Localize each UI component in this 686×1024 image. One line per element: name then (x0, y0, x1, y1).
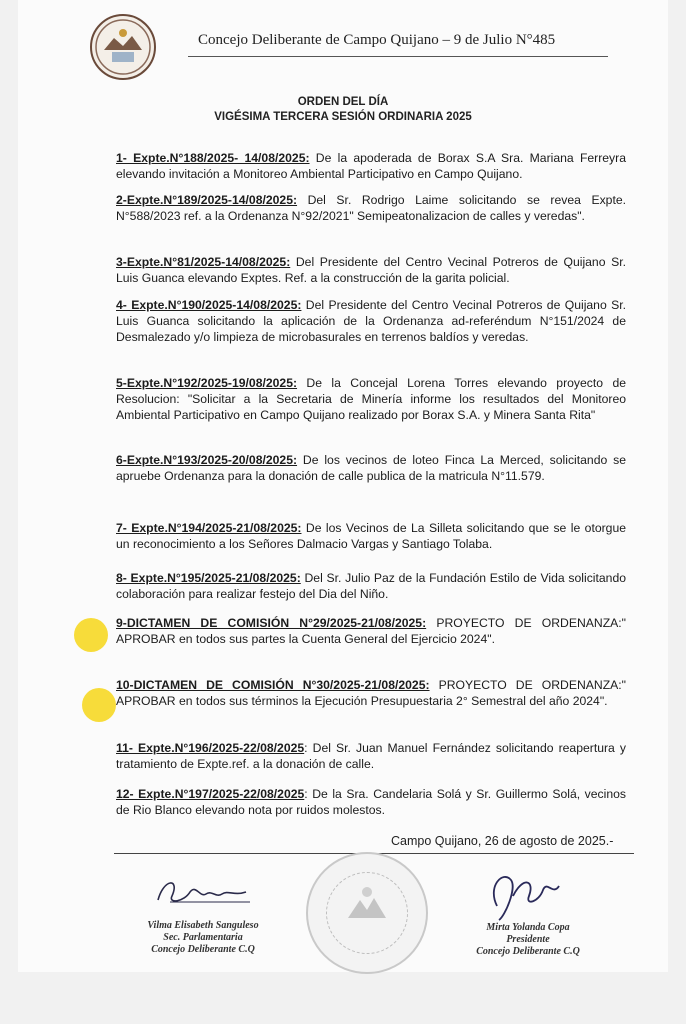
agenda-item-text: Del Sr. Rodrigo Laime solicitando se revea Expte. N°588/2023 ref. a la Ordenanza N°92/2021" Semipeatonalizacion de calles y veredas". (116, 193, 626, 223)
handwritten-signature-right-icon (483, 866, 573, 926)
agenda-item-code: 4- Expte.N°190/2025-14/08/2025: (116, 298, 302, 312)
signatory-name: Vilma Elisabeth Sanguleso (147, 920, 259, 931)
document-heading (18, 95, 668, 125)
agenda-item-code: 6-Expte.N°193/2025-20/08/2025: (116, 453, 298, 467)
signatory-role: Presidente (506, 934, 550, 945)
agenda-item-text: De los Vecinos de La Silleta solicitando que se le otorgue un reconocimiento a los Señores Dalmacio Vargas y Santiago Tolaba. (116, 521, 626, 551)
agenda-item-code: 8- Expte.N°195/2025-21/08/2025: (116, 571, 301, 585)
agenda-item (116, 677, 626, 709)
agenda-item-code: 10-DICTAMEN DE COMISIÓN N°30/2025-21/08/2025: (116, 678, 430, 692)
signature-block-right (448, 922, 608, 958)
yellow-highlight-marker-icon (74, 618, 108, 652)
agenda-item-text: PROYECTO DE ORDENANZA:" APROBAR en todos sus términos la Ejecución Presupuestaria 2° Semestral del año 2024". (116, 678, 626, 708)
agenda-item-code: 3-Expte.N°81/2025-14/08/2025: (116, 255, 291, 269)
document-page (18, 0, 668, 972)
letterhead-title: Concejo Deliberante de Campo Quijano – 9 de Julio N°485 (198, 32, 556, 48)
heading-line-2: VIGÉSIMA TERCERA SESIÓN ORDINARIA 2025 (214, 111, 472, 123)
agenda-item-code: 1- Expte.N°188/2025- 14/08/2025: (116, 151, 310, 165)
place-and-date: Campo Quijano, 26 de agosto de 2025.- (391, 834, 614, 848)
agenda-item-text: PROYECTO DE ORDENANZA:" APROBAR en todos sus partes la Cuenta General del Ejercicio 2024". (116, 616, 626, 646)
letterhead-rule (188, 56, 608, 57)
agenda-item (116, 150, 626, 182)
agenda-item-code: 5-Expte.N°192/2025-19/08/2025: (116, 376, 298, 390)
agenda-item-text: Del Presidente del Centro Vecinal Potreros de Quijano Sr. Luis Guanca solicitando la aplicación de la Ordenanza ad-referéndum N°151/2024 de Desmalezado y/o limpieza de microbasurales en terrenos baldíos y veredas. (116, 298, 627, 344)
agenda-item (116, 570, 626, 602)
handwritten-signature-left-icon (150, 872, 260, 912)
agenda-item (116, 375, 626, 423)
agenda-item (116, 254, 626, 286)
signatory-name: Mirta Yolanda Copa (486, 922, 570, 933)
agenda-item (116, 740, 626, 772)
agenda-item (116, 786, 626, 818)
agenda-item-code: 7- Expte.N°194/2025-21/08/2025: (116, 521, 302, 535)
council-seal-logo-icon (90, 14, 156, 80)
agenda-item-text: De la apoderada de Borax S.A Sra. Mariana Ferreyra elevando invitación a Monitoreo Ambiental Participativo en Campo Quijano. (116, 151, 626, 181)
letterhead (18, 0, 668, 90)
agenda-item-code: 9-DICTAMEN DE COMISIÓN N°29/2025-21/08/2025: (116, 616, 427, 630)
agenda-item (116, 615, 626, 647)
agenda-item (116, 297, 626, 345)
agenda-item-text: Del Sr. Julio Paz de la Fundación Estilo de Vida solicitando colaboración para realizar festejo del Dia del Niño. (116, 571, 627, 601)
agenda-item-text: De la Concejal Lorena Torres elevando proyecto de Resolucion: "Solicitar a la Secretaria de Minería informe los resultados del Monitoreo Ambiental Participativo en Campo Quijano realizado por Borax S.A. y Minera Santa Rita" (116, 376, 626, 422)
signatory-org: Concejo Deliberante C.Q (151, 944, 255, 955)
official-seal-stamp-icon (306, 852, 428, 974)
agenda-item (116, 520, 626, 552)
agenda-item-code: 11- Expte.N°196/2025-22/08/2025 (116, 741, 305, 755)
agenda-item (116, 192, 626, 224)
signature-block-left (118, 920, 288, 956)
heading-line-1: ORDEN DEL DÍA (297, 96, 389, 108)
agenda-item-text: De los vecinos de loteo Finca La Merced, solicitando se apruebe Ordenanza para la donación de calle publica de la matricula N°11.579. (116, 453, 626, 483)
agenda-item-text: : Del Sr. Juan Manuel Fernández solicitando reapertura y tratamiento de Expte.ref. a la donación de calle. (116, 741, 626, 771)
yellow-highlight-marker-icon (82, 688, 116, 722)
agenda-item-text: Del Presidente del Centro Vecinal Potreros de Quijano Sr. Luis Guanca elevando Exptes. Ref. a la construcción de la garita policial. (116, 255, 626, 285)
agenda-item (116, 452, 626, 484)
signatory-org: Concejo Deliberante C.Q (476, 946, 580, 957)
agenda-item-code: 12- Expte.N°197/2025-22/08/2025 (116, 787, 305, 801)
agenda-item-code: 2-Expte.N°189/2025-14/08/2025: (116, 193, 298, 207)
signatory-role: Sec. Parlamentaria (163, 932, 243, 943)
agenda-item-text: : De la Sra. Candelaria Solá y Sr. Guillermo Solá, vecinos de Rio Blanco elevando nota por ruidos molestos. (116, 787, 627, 817)
